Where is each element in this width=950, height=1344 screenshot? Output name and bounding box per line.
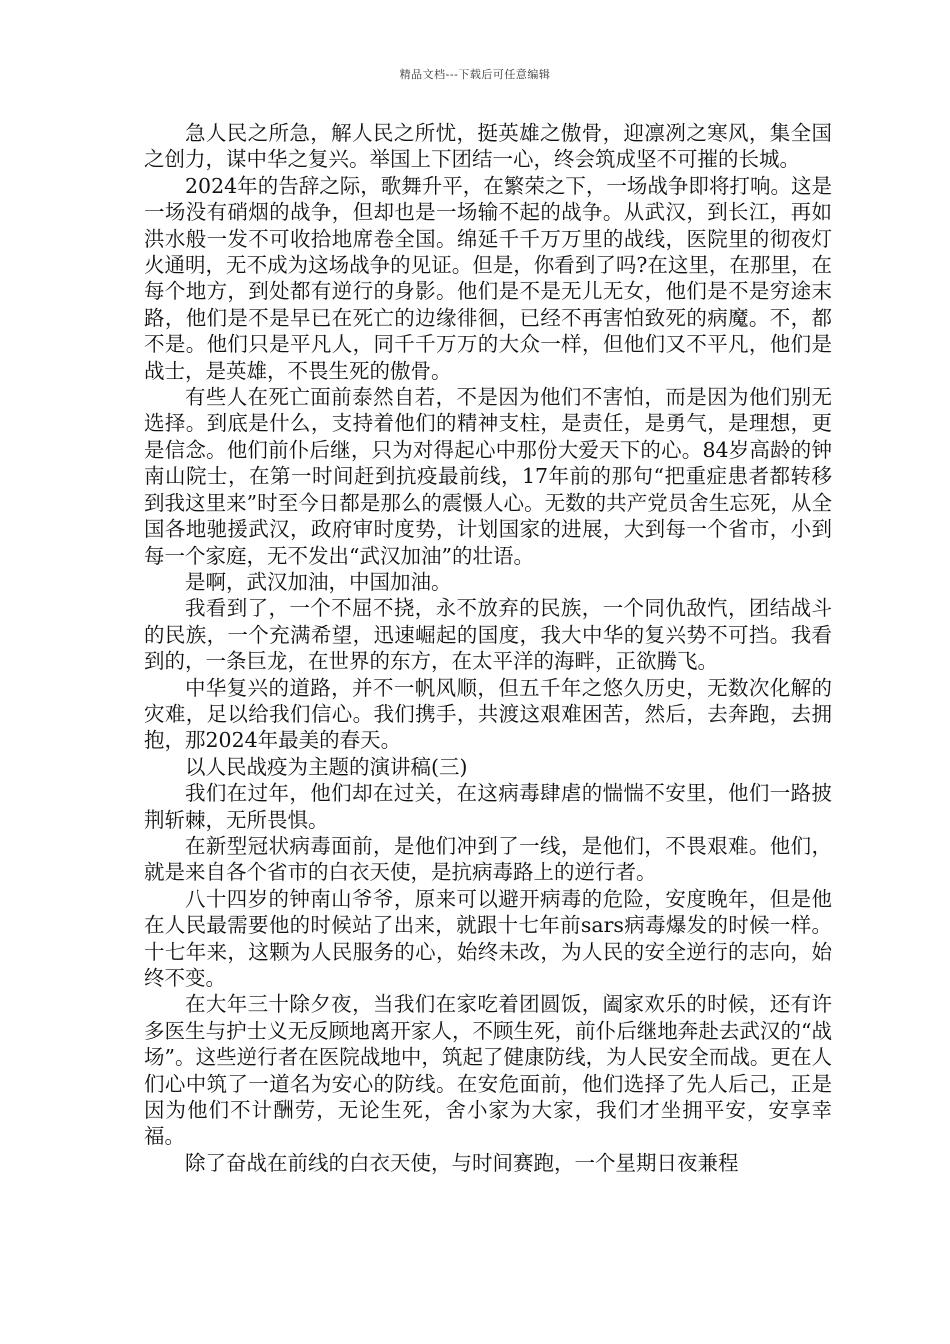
paragraph: 是啊，武汉加油，中国加油。 [185,569,452,594]
paragraph: 2024年的告辞之际，歌舞升平，在繁荣之下，一场战争即将打响。这是一场没有硝烟的战争，但却也是一场输不起的战争。从武汉，到长江，再如洪水般一发不可收拾地席卷全国。绵延千千万万里的战线，医院里的彻夜灯火通明，无不成为这场战争的见证。但是，你看到了吗?在这里，在那里，在每个地方，到处都有逆行的身影。他们是不是无儿无女，他们是不是穷途末路，他们是不是早已在死亡的边缘徘徊，已经不再害怕致死的病魔。不，都不是。他们只是平凡人，同千千万万的大众一样，但他们又不平凡，他们是战士，是英雄，不畏生死的傲骨。 [144,173,832,383]
paragraph: 在大年三十除夕夜，当我们在家吃着团圆饭，阖家欢乐的时候，还有许多医生与护士义无反顾地离开家人，不顾生死，前仆后继地奔赴去武汉的“战场”。这些逆行者在医院战地中，筑起了健康防线，为人民安全而战。更在人们心中筑了一道名为安心的防线。在安危面前，他们选择了先人后己，正是因为他们不计酬劳，无论生死，舍小家为大家，我们才坐拥平安，安享幸福。 [144,992,832,1149]
paragraph: 在新型冠状病毒面前，是他们冲到了一线，是他们，不畏艰难。他们，就是来自各个省市的白衣天使，是抗病毒路上的逆行者。 [144,833,832,885]
page-header: 精品文档---下载后可任意编辑 [399,68,551,81]
document-body [144,120,832,1176]
paragraph: 我看到了，一个不屈不挠，永不放弃的民族，一个同仇敌忾，团结战斗的民族，一个充满希望，迅速崛起的国度，我大中华的复兴势不可挡。我看到的，一条巨龙，在世界的东方，在太平洋的海畔，正欲腾飞。 [144,596,832,674]
paragraph: 有些人在死亡面前泰然自若，不是因为他们不害怕，而是因为他们别无选择。到底是什么，支持着他们的精神支柱，是责任，是勇气，是理想，更是信念。他们前仆后继，只为对得起心中那份大爱天下的心。84岁高龄的钟南山院士，在第一时间赶到抗疫最前线，17年前的那句“把重症患者都转移到我这里来”时至今日都是那么的震慑人心。无数的共产党员舍生忘死，从全国各地驰援武汉，政府审时度势，计划国家的进展，大到每一个省市，小到每一个家庭，无不发出“武汉加油”的壮语。 [144,385,832,568]
paragraph: 除了奋战在前线的白衣天使，与时间赛跑，一个星期日夜兼程 [185,1150,739,1175]
paragraph: 急人民之所急，解人民之所忧，挺英雄之傲骨，迎凛冽之寒风，集全国之创力，谋中华之复兴。举国上下团结一心，终会筑成坚不可摧的长城。 [144,121,832,172]
section-title: 以人民战疫为主题的演讲稿(三) [185,754,468,779]
paragraph: 中华复兴的道路，并不一帆风顺，但五千年之悠久历史，无数次化解的灾难，足以给我们信心。我们携手，共渡这艰难困苦，然后，去奔跑，去拥抱，那2024年最美的春天。 [144,675,832,753]
paragraph: 八十四岁的钟南山爷爷，原来可以避开病毒的危险，安度晚年，但是他在人民最需要他的时候站了出来，就跟十七年前sars病毒爆发的时候一样。十七年来，这颗为人民服务的心，始终未改，为人民的安全逆行的志向，始终不变。 [144,886,832,990]
paragraph: 我们在过年，他们却在过关，在这病毒肆虐的惴惴不安里，他们一路披荆斩棘，无所畏惧。 [144,781,832,832]
